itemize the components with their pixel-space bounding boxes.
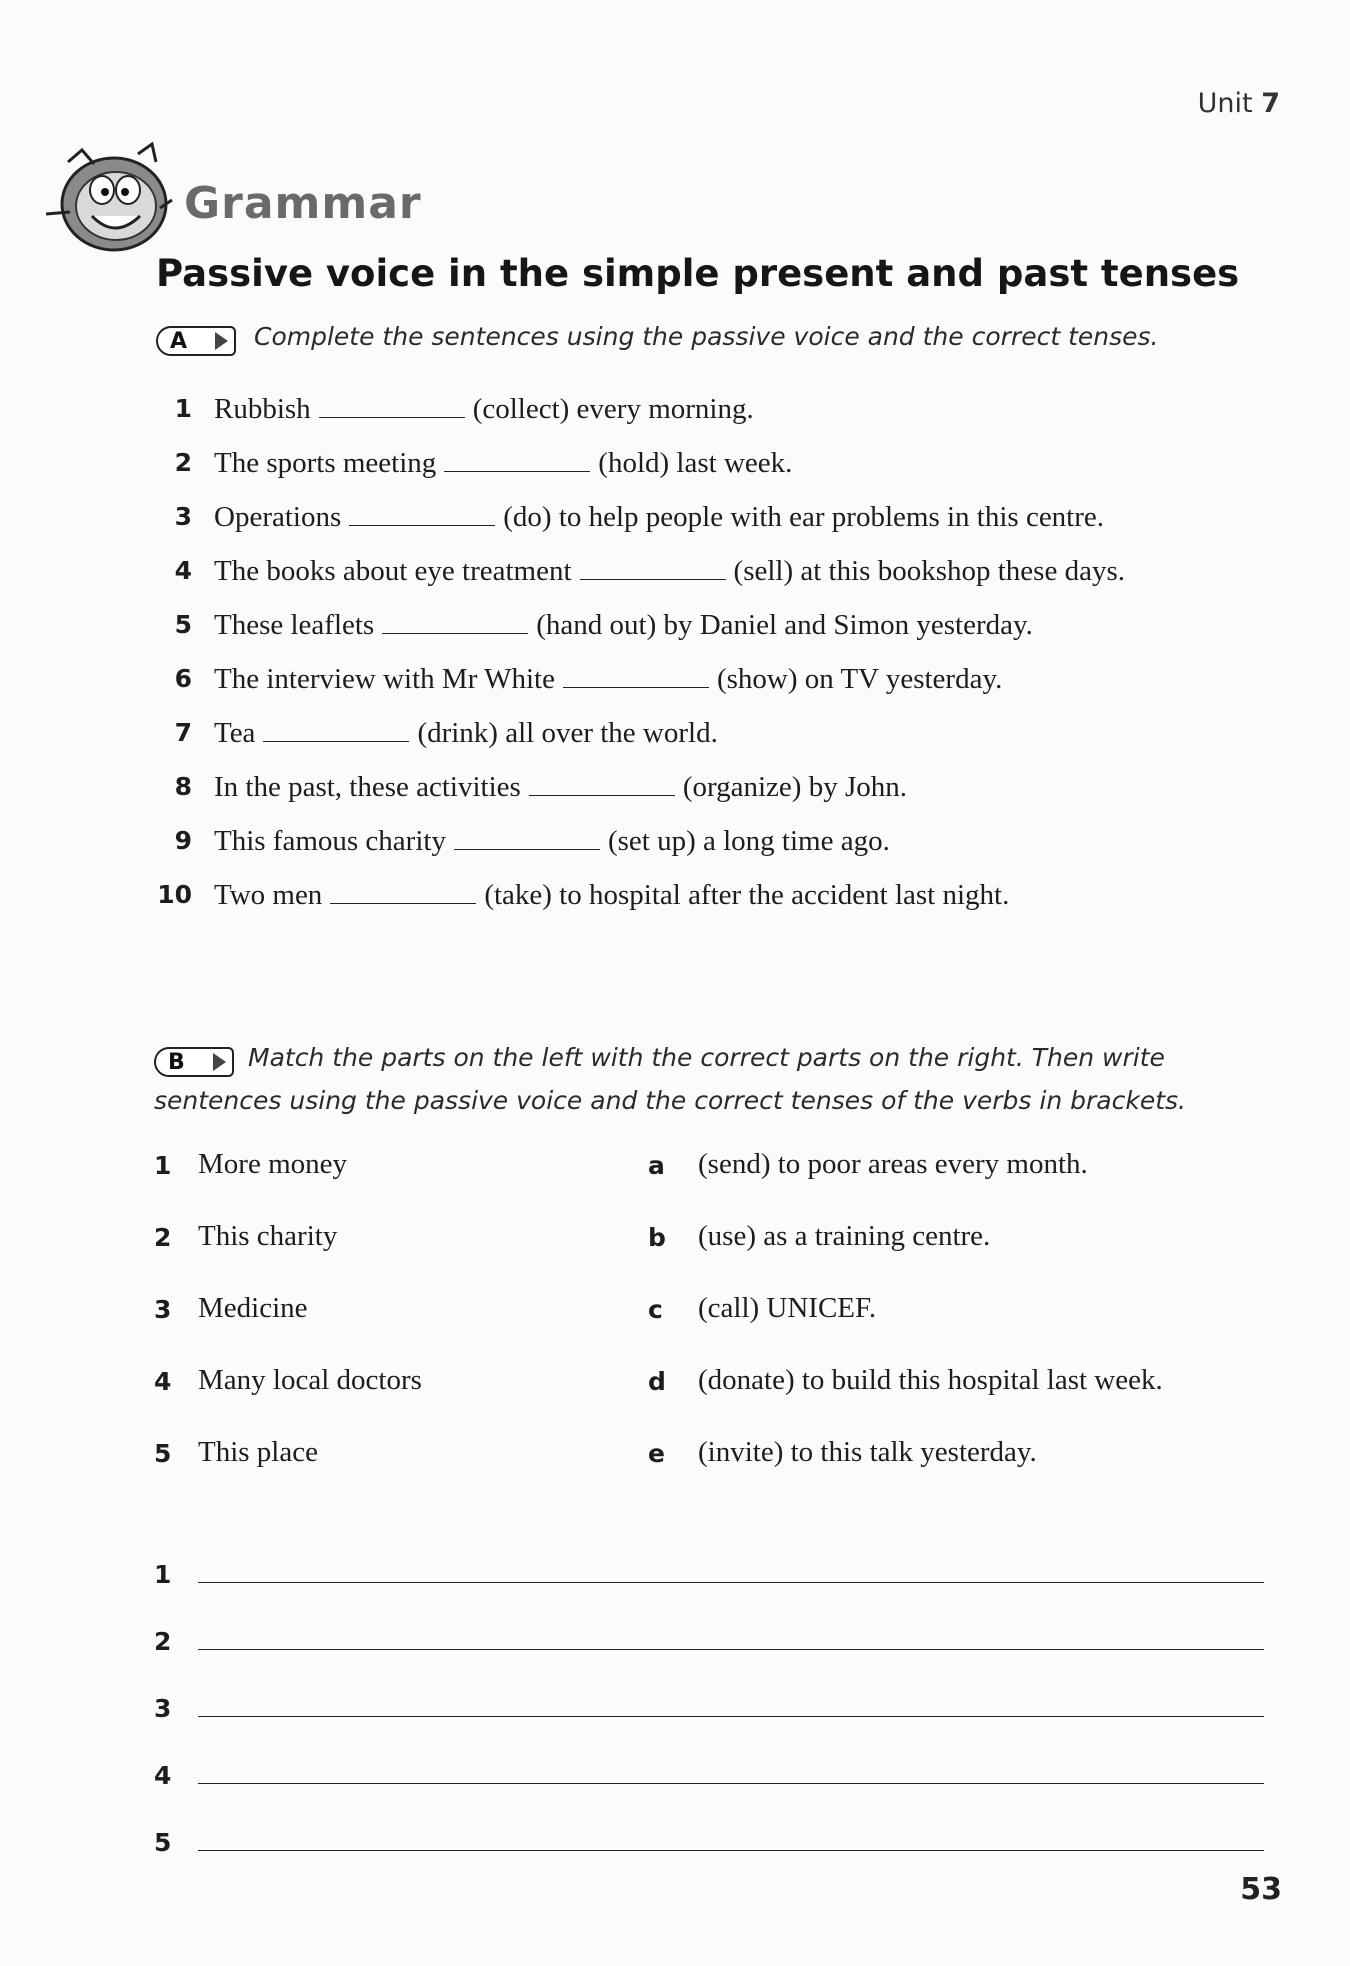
matching-row (154, 1292, 1274, 1364)
sentence-end: (hand out) by Daniel and Simon yesterday. (536, 609, 1033, 641)
answer-blank[interactable] (580, 559, 726, 580)
item-number: 6 (174, 664, 192, 693)
sentence-end: (set up) a long time ago. (607, 825, 890, 857)
answer-number: 2 (154, 1627, 172, 1656)
grammar-mascot-icon (42, 140, 174, 256)
answer-row (154, 1729, 1264, 1796)
sentence-end: (show) on TV yesterday. (716, 663, 1003, 695)
answer-row (154, 1662, 1264, 1729)
item-number: 1 (174, 394, 192, 423)
item-number: 10 (157, 880, 192, 909)
exercise-a-badge-letter: A (170, 328, 188, 354)
answer-blank[interactable] (444, 451, 590, 472)
sentence-start: Operations (214, 501, 342, 533)
answer-blank[interactable] (319, 397, 465, 418)
sentence-end: (hold) last week. (598, 447, 793, 479)
sentence-end: (collect) every morning. (472, 393, 754, 425)
answer-line[interactable] (198, 1755, 1264, 1784)
matching-row (154, 1436, 1274, 1508)
answer-number: 4 (154, 1761, 172, 1790)
exercise-a-instruction: Complete the sentences using the passive voice and the correct tenses. (254, 322, 1159, 351)
play-arrow-icon (215, 332, 228, 350)
answer-row (154, 1796, 1264, 1863)
page-title: Passive voice in the simple present and past tenses (156, 252, 1240, 295)
item-number: 2 (174, 448, 192, 477)
exercise-b-badge-letter: B (168, 1049, 185, 1075)
answer-row (154, 1595, 1264, 1662)
exercise-a-item (156, 496, 1276, 538)
left-part[interactable]: More money (198, 1148, 347, 1180)
answer-blank[interactable] (382, 613, 528, 634)
right-part[interactable]: (call) UNICEF. (698, 1292, 877, 1324)
play-arrow-icon (213, 1053, 226, 1071)
left-number: 4 (154, 1367, 172, 1396)
answer-blank[interactable] (330, 883, 476, 904)
sentence-start: These leaflets (214, 609, 375, 641)
exercise-b-badge (154, 1047, 234, 1077)
exercise-a-item (156, 658, 1276, 700)
right-part[interactable]: (use) as a training centre. (698, 1220, 991, 1252)
matching-list (154, 1148, 1274, 1508)
sentence-end: (do) to help people with ear problems in this centre. (503, 501, 1105, 533)
left-part[interactable]: This charity (198, 1220, 338, 1252)
unit-number: 7 (1261, 88, 1280, 119)
sentence-start: Tea (214, 717, 256, 749)
exercise-a-item (156, 442, 1276, 484)
exercise-b-instruction: Match the parts on the left with the correct parts on the right. Then write sentences using the passive voice and the correct tenses of the verbs in brackets. (154, 1043, 1186, 1115)
right-letter: e (648, 1439, 665, 1468)
sentence-start: Rubbish (214, 393, 311, 425)
exercise-a-item (156, 712, 1276, 754)
exercise-b-header (154, 1038, 1274, 1124)
answer-row (154, 1528, 1264, 1595)
exercise-a-item (156, 874, 1276, 916)
left-part[interactable]: Many local doctors (198, 1364, 422, 1396)
right-letter: b (648, 1223, 666, 1252)
item-number: 8 (174, 772, 192, 801)
sentence-start: This famous charity (214, 825, 446, 857)
item-number: 3 (174, 502, 192, 531)
right-letter: c (648, 1295, 663, 1324)
answer-line[interactable] (198, 1822, 1264, 1851)
sentence-end: (organize) by John. (682, 771, 907, 803)
item-number: 7 (174, 718, 192, 747)
left-number: 5 (154, 1439, 172, 1468)
item-number: 5 (174, 610, 192, 639)
answer-line[interactable] (198, 1554, 1264, 1583)
answer-blank[interactable] (529, 775, 675, 796)
right-part[interactable]: (donate) to build this hospital last week. (698, 1364, 1163, 1396)
exercise-a-item (156, 766, 1276, 808)
matching-row (154, 1220, 1274, 1292)
answer-line[interactable] (198, 1621, 1264, 1650)
matching-row (154, 1148, 1274, 1220)
answer-number: 1 (154, 1560, 172, 1589)
left-part[interactable]: This place (198, 1436, 318, 1468)
answer-line[interactable] (198, 1688, 1264, 1717)
answer-number: 3 (154, 1694, 172, 1723)
sentence-start: Two men (214, 879, 323, 911)
sentence-start: The sports meeting (214, 447, 437, 479)
left-number: 1 (154, 1151, 172, 1180)
answer-number: 5 (154, 1828, 172, 1857)
left-part[interactable]: Medicine (198, 1292, 308, 1324)
sentence-start: The interview with Mr White (214, 663, 555, 695)
unit-label (1198, 88, 1280, 119)
exercise-a-item (156, 604, 1276, 646)
answer-blank[interactable] (563, 667, 709, 688)
right-part[interactable]: (send) to poor areas every month. (698, 1148, 1088, 1180)
unit-label-text: Unit (1197, 88, 1253, 119)
answer-lines (154, 1528, 1264, 1863)
item-number: 9 (174, 826, 192, 855)
exercise-a-item (156, 550, 1276, 592)
sentence-start: In the past, these activities (214, 771, 521, 803)
sentence-end: (sell) at this bookshop these days. (733, 555, 1125, 587)
right-letter: a (648, 1151, 665, 1180)
answer-blank[interactable] (454, 829, 600, 850)
sentence-start: The books about eye treatment (214, 555, 572, 587)
matching-row (154, 1364, 1274, 1436)
item-number: 4 (174, 556, 192, 585)
sentence-end: (drink) all over the world. (417, 717, 718, 749)
left-number: 3 (154, 1295, 172, 1324)
exercise-a-item (156, 388, 1276, 430)
exercise-a-header (156, 322, 1158, 356)
sentence-end: (take) to hospital after the accident last night. (484, 879, 1010, 911)
left-number: 2 (154, 1223, 172, 1252)
exercise-a-list (156, 388, 1276, 928)
exercise-a-badge (156, 326, 236, 356)
answer-blank[interactable] (349, 505, 495, 526)
section-heading: Grammar (184, 178, 422, 229)
exercise-a-item (156, 820, 1276, 862)
right-part[interactable]: (invite) to this talk yesterday. (698, 1436, 1037, 1468)
right-letter: d (648, 1367, 666, 1396)
page-number: 53 (1240, 1872, 1282, 1907)
answer-blank[interactable] (263, 721, 409, 742)
